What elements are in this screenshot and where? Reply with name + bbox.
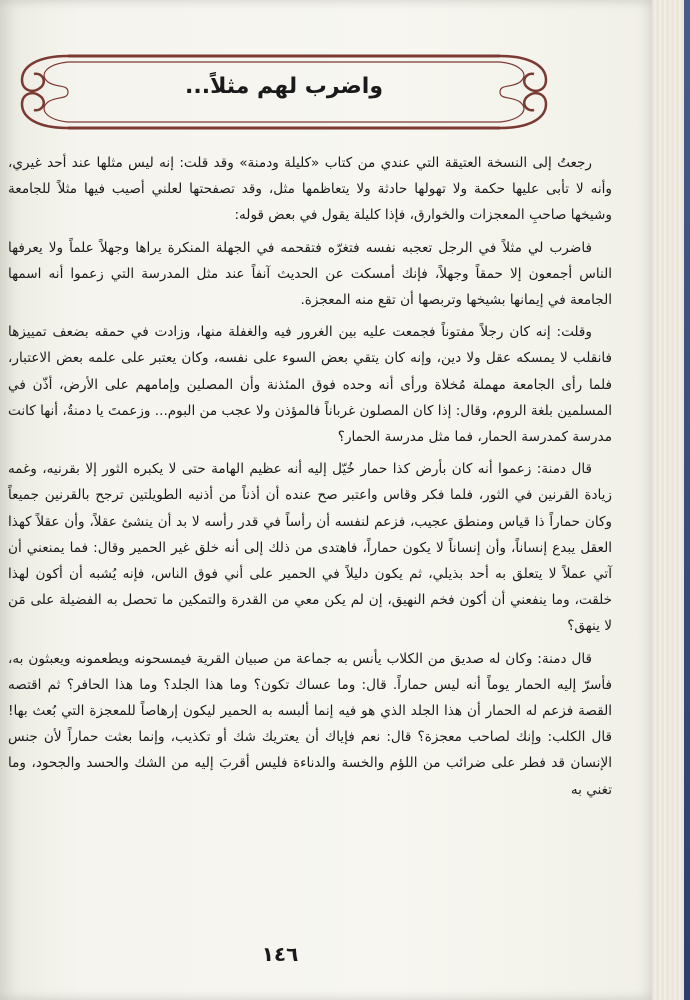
paragraph: قال دمنة: زعموا أنه كان بأرض كذا حمار خُيّل إليه أنه عظيم الهامة حتى لا يكبره الثور إلا بقرنيه، وغمه زيادة القرنين في الثور، فلما فكر وقاس واعتبر صح عنده أن أذناً من أذنيه الطويلتين ترجح بالقرنين جميعاً وكان حماراً ذا قياس ومنطق عجيب، فزعم لنفسه أن رأساً في قدر رأسه لا بد أن ينشئ عقلاً، وأن عقلاً كهذا العقل يبدع إنساناً، وأن إنساناً لا يكون حماراً، فاهتدى من ذلك إلى أنه خلق غير الحمير وقال: فما يمنعني أن آتي عملاً لا يتعلق به أحد بذيلي، ثم يكون دليلاً في الحمير على أني فوق الناس، فإنه يُشبه أن أكون لهذا خلقت، وما ينفعني أن أكون فخم النهيق، إن لم يكن معي من القدرة والتمكين ما تحصل به الفضيلة على مَن لا ينهق؟ [8,461,612,635]
paragraph: وقلت: إنه كان رجلاً مفتوناً فجمعت عليه بين الغرور فيه والغفلة منها، وزادت في حمقه بضعف تمييزها فانقلب لا يمسكه عقل ولا دين، وإنه كان يتقي بعض السوء على نفسه، وكان يعتبر على علمه بعض الاعتبار، فلما رأى الجامعة مهملة مُخلاة ورأى أنه وحده فوق المئذنة وأن المصلين وإمامهم على الأرض، أذّن في المسلمين بلغة الروم، وقال: إذا كان المصلون غرباناً فالمؤذن ولا عجب من البوم... وزعمتَ يا دمنةُ، أنها كانت مدرسة كمدرسة الحمار، فما مثل مدرسة الحمار؟ [8,324,612,446]
page-number: ١٤٦ [261,942,299,966]
book-cover-edge [684,0,690,1000]
chapter-title: واضرب لهم مثلاً... [185,74,383,99]
body-text [8,150,612,940]
paragraph: فاضرب لي مثلاً في الرجل تعجبه نفسه فتغرّه فتقحمه في الجهلة المنكرة يراها وجهلاً علماً ولا يعرفها الناس أجمعون إلا حمقاً وجهلاً، فإنك أمسكت عن الحديث آنفاً عند مثل المدرسة التي زعموا أنه اسمها الجامعة في إيمانها بشيخها وتربصها أن تقع منه المعجزة. [8,239,612,309]
chapter-header-frame [8,44,560,140]
paragraph: قال دمنة: وكان له صديق من الكلاب يأنس به جماعة من صبيان القرية فيمسحونه ويطعمونه ويعبثون به، فأسرّ إليه الحمار يوماً أنه ليس حماراً. قال: وما عساك تكون؟ وما هذا الجلد؟ وما هذا الحافر؟ ثم اقتصه القصة فزعم له الحمار أن هذا الجلد الذي هو فيه إنما ألبسه به الحمير ليكون إرهاصاً للمعجزة التي بُعث بها! قال الكلب: وإنك لصاحب معجزة؟ قال: نعم فإياك أن يعتريك شك أو تكذيب، وإنما بعثت حماراً لأن جنس الإنسان قد فطر على ضرائب من اللؤم والخسة والدناءة فليس أقربَ إليه من الشك والحسد والجحود، وما تغني به [8,650,612,798]
paragraph: رجعتُ إلى النسخة العتيقة التي عندي من كتاب «كليلة ودمنة» وقد قلت: إنه ليس مثلها عند أحد غيري، وأنه لا تأبى عليها حكمة ولا تهولها حادثة ولا يتعاظمها مثل، وقد تصفحتها لعلني أصيب فيها مثلاً للجامعة وشيخها صاحبِ المعجزات والخوارق، فإذا كليلة يقول في بعض قوله: [8,155,612,224]
